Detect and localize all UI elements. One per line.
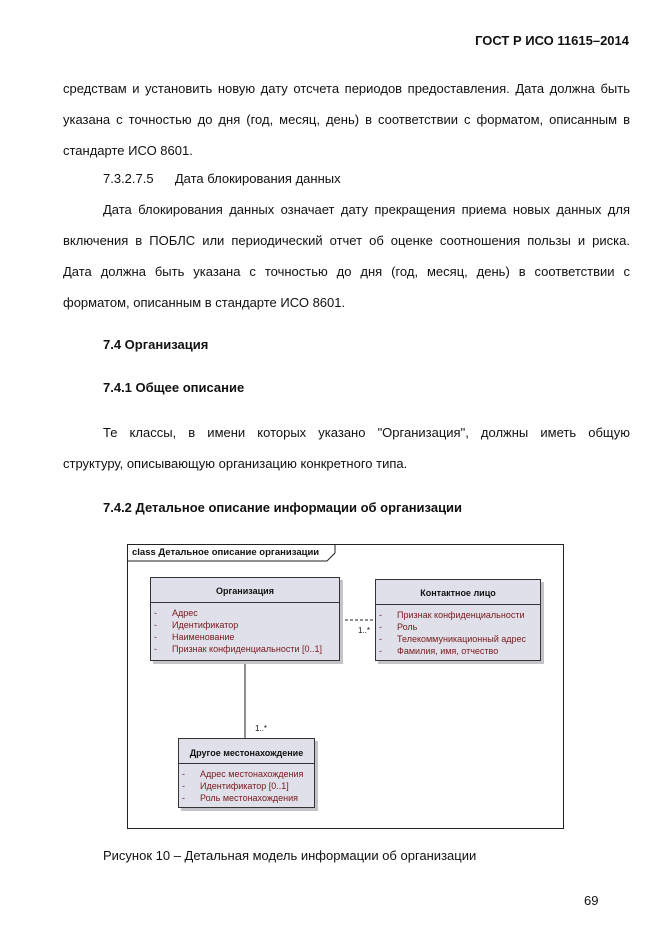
multiplicity-contact: 1..* — [358, 626, 371, 635]
figure-caption: Рисунок 10 – Детальная модель информации об организации — [103, 848, 477, 863]
document-header-standard: ГОСТ Р ИСО 11615–2014 — [475, 33, 629, 48]
text-line: включения в ПОБЛС или периодический отчет об оценке соотношения пользы и риска. — [63, 233, 630, 248]
attribute-list — [376, 605, 540, 661]
text-line: Те классы, в имени которых указано "Организация", должны иметь общую — [103, 425, 630, 440]
attribute-item: - Роль — [379, 622, 418, 632]
text-line: форматом, описанным в стандарте ИСО 8601. — [63, 295, 346, 310]
uml-class-organization — [150, 577, 340, 661]
attribute-item: - Телекоммуникационный адрес — [379, 634, 527, 644]
page-number: 69 — [584, 893, 599, 908]
attribute-item: - Идентификатор — [154, 620, 239, 630]
attribute-item: - Фамилия, имя, отчество — [379, 646, 499, 656]
attribute-item: - Признак конфиденциальности — [379, 610, 525, 620]
uml-class-other-location — [178, 738, 315, 808]
text-line: указана с точностью до дня (год, месяц, день) в соответствии с форматом, описанным в — [63, 112, 630, 127]
attribute-list — [151, 603, 339, 659]
section-heading-7-4-2: 7.4.2 Детальное описание информации об организации — [103, 500, 463, 515]
attribute-item: - Наименование — [154, 632, 235, 642]
attribute-item: - Роль местонахождения — [182, 793, 299, 803]
class-name: Организация — [151, 578, 339, 603]
text-line: структуру, описывающую организацию конкретного типа. — [63, 456, 408, 471]
attribute-item: - Признак конфиденциальности [0..1] — [154, 644, 322, 654]
section-heading-7-4: 7.4 Организация — [103, 337, 209, 352]
multiplicity-location: 1..* — [255, 724, 268, 733]
text-line: средствам и установить новую дату отсчета периодов предоставления. Дата должна быть — [63, 81, 630, 96]
section-number: 7.3.2.7.5 — [103, 171, 154, 186]
text-line: стандарте ИСО 8601. — [63, 143, 193, 158]
uml-class-contact-person — [375, 579, 541, 661]
class-name: Другое местонахождение — [179, 739, 314, 764]
attribute-item: - Адрес местонахождения — [182, 769, 304, 779]
attribute-item: - Адрес — [154, 608, 198, 618]
text-line: Дата блокирования данных означает дату прекращения приема новых данных для — [103, 202, 630, 217]
uml-frame-label: class Детальное описание организации — [132, 547, 320, 558]
attribute-list — [179, 764, 314, 808]
class-name: Контактное лицо — [376, 580, 540, 605]
section-heading-7-4-1: 7.4.1 Общее описание — [103, 380, 245, 395]
attribute-item: - Идентификатор [0..1] — [182, 781, 289, 791]
text-line: Дата должна быть указана с точностью до дня (год, месяц, день) в соответствии с — [63, 264, 630, 279]
section-title: Дата блокирования данных — [174, 171, 341, 186]
